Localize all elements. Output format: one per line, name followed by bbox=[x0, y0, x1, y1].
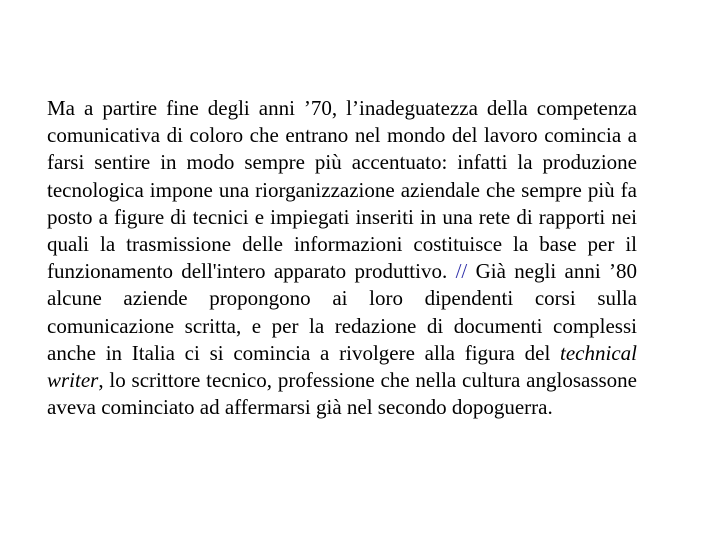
paragraph-text-part-2: Già negli anni ’80 alcune aziende propongono ai loro dipendenti corsi sulla comunicazione scritta, e per la redazione di documenti complessi anche in Italia ci si comincia a rivolgere alla figura del bbox=[47, 259, 637, 365]
paragraph-separator: // bbox=[455, 259, 468, 284]
paragraph-text-part-3: , lo scrittore tecnico, professione che nella cultura anglosassone aveva cominciato ad affermarsi già nel secondo dopoguerra. bbox=[47, 368, 637, 420]
body-paragraph bbox=[47, 95, 637, 421]
paragraph-text-part-1: Ma a partire fine degli anni ’70, l’inadeguatezza della competenza comunicativa di coloro che entrano nel mondo del lavoro comincia a farsi sentire in modo sempre più accentuato: infatti la produzione tecnologica impone una riorganizzazione aziendale che sempre più fa posto a figure di tecnici e impiegati inseriti in una rete di rapporti nei quali la trasmissione delle informazioni costituisce la base per il funzionamento dell'intero apparato produttivo. bbox=[47, 96, 637, 284]
italic-term: technical writer bbox=[47, 340, 637, 393]
